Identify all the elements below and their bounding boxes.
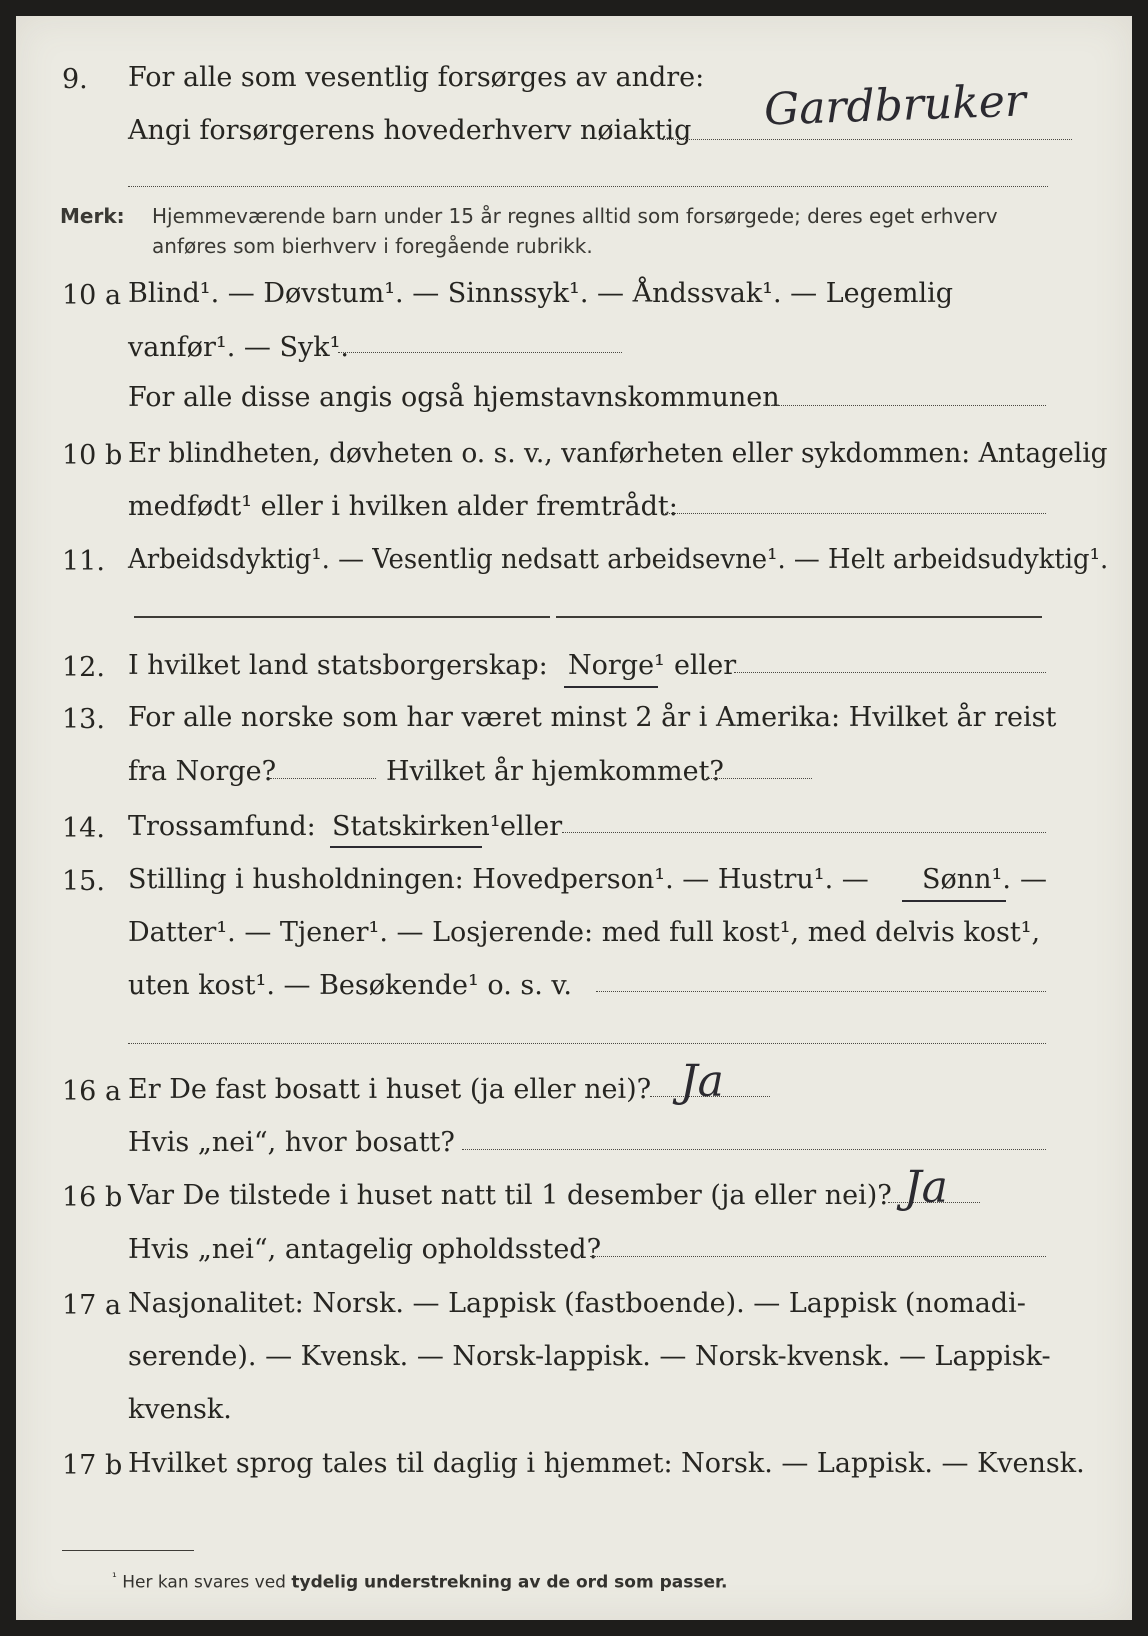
q14-statskirken-option: Statskirken¹	[332, 811, 501, 842]
q14-prefix: Trossamfund:	[128, 811, 316, 842]
q16b-line1: Var De tilstede i huset natt til 1 desember (ja eller nei)?	[128, 1180, 892, 1211]
q15-extra-line	[128, 1043, 1046, 1044]
q17a-line3: kvensk.	[128, 1394, 232, 1425]
q15-sonn-option: Sønn¹.	[922, 864, 1011, 895]
q16a-handwritten-answer: Ja	[680, 1056, 724, 1107]
q10b-line1: Er blindheten, døvheten o. s. v., vanførheten eller sykdommen: Antagelig	[128, 438, 1108, 469]
q17a-number: 17 a	[62, 1290, 122, 1321]
q15-line2: Datter¹. — Tjener¹. — Losjerende: med full kost¹, med delvis kost¹,	[128, 917, 1041, 948]
merk-label: Merk:	[60, 204, 125, 228]
q16b-line2: Hvis „nei“, antagelig opholdssted?	[128, 1234, 602, 1265]
q12-dots	[734, 672, 1046, 673]
footnote-mark: ¹	[112, 1570, 117, 1584]
q15-number: 15.	[62, 866, 105, 897]
q9-line2: Angi forsørgerens hovederhverv nøiaktig	[128, 115, 692, 146]
q13-line2b-dots	[706, 778, 812, 779]
q13-line2b: Hvilket år hjemkommet?	[386, 756, 724, 787]
q16a-line2: Hvis „nei“, hvor bosatt?	[128, 1127, 455, 1158]
q12-suffix: eller	[674, 650, 737, 681]
merk-line1: Hjemmeværende barn under 15 år regnes alltid som forsørgede; deres eget erhverv	[152, 204, 998, 228]
q16b-number: 16 b	[62, 1182, 123, 1213]
q13-line1: For alle norske som har været minst 2 år i Amerika: Hvilket år reist	[128, 702, 1057, 733]
q11-number: 11.	[62, 546, 105, 577]
q17b-number: 17 b	[62, 1450, 123, 1481]
q12-prefix: I hvilket land statsborgerskap:	[128, 650, 548, 681]
footnote-bold-text: tydelig understrekning av de ord som passer.	[291, 1572, 728, 1593]
q17a-line2: serende). — Kvensk. — Norsk-lappisk. — Norsk-kvensk. — Lappisk-	[128, 1341, 1051, 1372]
q16b-line2-dots	[590, 1256, 1046, 1257]
q14-number: 14.	[62, 813, 105, 844]
q16a-line2-dots	[462, 1149, 1046, 1150]
q10a-line1: Blind¹. — Døvstum¹. — Sinnssyk¹. — Åndssvak¹. — Legemlig	[128, 278, 954, 309]
q16a-number: 16 a	[62, 1076, 122, 1107]
q17b-line1: Hvilket sprog tales til daglig i hjemmet: Norsk. — Lappisk. — Kvensk.	[128, 1448, 1085, 1479]
q13-line2a-dots	[270, 778, 376, 779]
q10a-line3-dots	[764, 405, 1046, 406]
q15-line1b: —	[1020, 864, 1047, 895]
q15-line3: uten kost¹. — Besøkende¹ o. s. v.	[128, 970, 573, 1001]
footnote-rule	[62, 1550, 194, 1551]
q16a-line1: Er De fast bosatt i huset (ja eller nei)?	[128, 1074, 652, 1105]
q12-number: 12.	[62, 652, 105, 683]
q15-line1a: Stilling i husholdningen: Hovedperson¹. — Hustru¹. —	[128, 864, 869, 895]
footnote	[112, 1570, 727, 1593]
q9-extra-line	[128, 186, 1048, 187]
q10b-line2-dots	[662, 513, 1046, 514]
q12-underline	[564, 686, 658, 688]
q11-rule-right	[556, 616, 1042, 618]
q15-line3-dots	[596, 991, 1046, 992]
footnote-text: Her kan svares ved	[122, 1572, 286, 1593]
q10a-line2: vanfør¹. — Syk¹.	[128, 332, 349, 363]
q10a-line2-dots	[338, 352, 622, 353]
q15-underline	[902, 900, 1006, 902]
q10b-number: 10 b	[62, 440, 123, 471]
q10a-line3: For alle disse angis også hjemstavnskommunen	[128, 382, 780, 413]
q10a-number: 10 a	[62, 280, 122, 311]
q14-dots	[562, 832, 1046, 833]
q17a-line1: Nasjonalitet: Norsk. — Lappisk (fastboende). — Lappisk (nomadi-	[128, 1288, 1026, 1319]
merk-line2: anføres som bierhverv i foregående rubrikk.	[152, 234, 593, 258]
q9-number: 9.	[62, 64, 88, 95]
q14-underline	[330, 846, 482, 848]
q12-norge-option: Norge¹	[568, 650, 665, 681]
q9-answer-line	[662, 139, 1072, 140]
q16b-handwritten-answer: Ja	[904, 1162, 948, 1213]
q11-rule-left	[134, 616, 550, 618]
q9-line1: For alle som vesentlig forsørges av andre:	[128, 62, 705, 93]
q13-number: 13.	[62, 704, 105, 735]
q14-suffix: eller	[500, 811, 563, 842]
q9-handwritten-answer: Gardbruker	[763, 75, 1027, 136]
q13-line2a: fra Norge?	[128, 756, 277, 787]
q10b-line2: medfødt¹ eller i hvilken alder fremtrådt:	[128, 491, 678, 522]
q11-line1: Arbeidsdyktig¹. — Vesentlig nedsatt arbeidsevne¹. — Helt arbeidsudyktig¹.	[128, 544, 1109, 575]
census-form-page	[16, 16, 1132, 1620]
